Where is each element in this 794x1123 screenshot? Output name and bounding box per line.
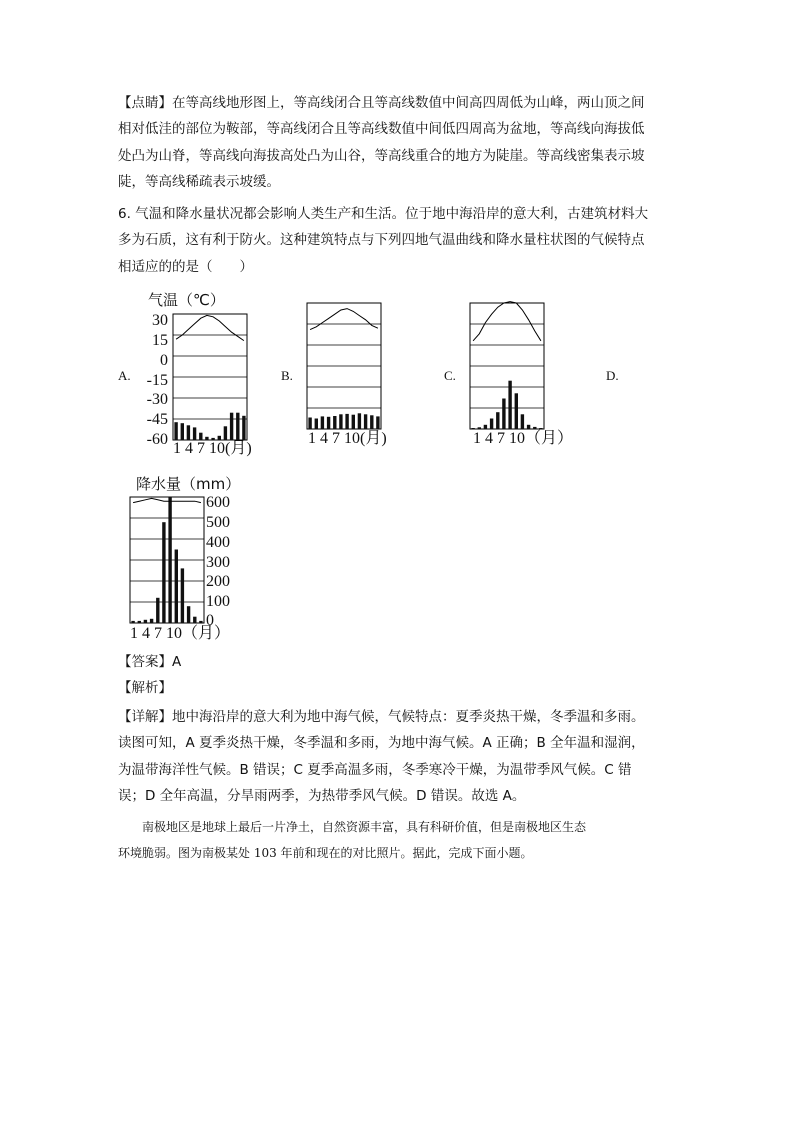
climate-chart-d (130, 497, 204, 623)
precip-bar (327, 417, 330, 429)
precip-bar (131, 621, 134, 623)
precip-bar (521, 414, 524, 429)
month-unit: （月） (525, 430, 574, 447)
next-question-intro (118, 814, 678, 867)
climate-chart-b (307, 303, 381, 429)
temp-tick: -45 (146, 411, 168, 428)
month-unit: （月） (182, 625, 231, 642)
temp-tick: -60 (146, 431, 168, 448)
precip-bar (236, 413, 239, 440)
text-line: 陡，等高线稀疏表示坡缓。 (118, 173, 280, 190)
month-ticks: 1 4 7 10 (173, 440, 225, 457)
precip-bar (339, 414, 342, 429)
precip-bar (364, 414, 367, 429)
temp-tick: 0 (160, 352, 168, 369)
precip-bar (478, 427, 481, 429)
precip-bar (539, 428, 542, 429)
precip-bar (230, 413, 233, 440)
precip-bar (484, 425, 487, 429)
precip-bar (168, 497, 171, 623)
option-d-label: D. (606, 368, 619, 383)
text-line: 误；D 全年高温，分旱雨两季，为热带季风气候。D 错误。故选 A。 (118, 787, 526, 804)
temp-tick: 30 (152, 312, 168, 329)
precip-bar (321, 416, 324, 429)
precip-bar (352, 415, 355, 429)
precip-tick: 200 (206, 573, 230, 590)
precip-bar (345, 414, 348, 429)
precip-bar (358, 413, 361, 429)
precip-tick: 0 (206, 612, 214, 629)
month-axis-label (308, 431, 387, 447)
precip-bar (181, 568, 184, 623)
precip-bar (224, 426, 227, 440)
text-line: 相对低洼的部位为鞍部，等高线闭合且等高线数值中间低四周高为盆地，等高线向海拔低 (118, 121, 645, 138)
option-b-label: B. (281, 368, 293, 383)
temp-tick: -15 (146, 372, 168, 389)
temperature-axis-title: 气温（℃） (148, 291, 225, 309)
climate-chart-c (470, 303, 544, 429)
text-line: 南极地区是地球上最后一片净土，自然资源丰富，具有科研价值，但是南极地区生态 (118, 820, 587, 834)
precip-bar (533, 427, 536, 429)
month-axis-label (473, 431, 573, 447)
precip-bar (199, 621, 202, 623)
question-line: 6. 气温和降水量状况都会影响人类生产和生活。位于地中海沿岸的意大利，古建筑材料大 (118, 206, 649, 222)
question-line: 多为石质，这有利于防火。这种建筑特点与下列四地气温曲线和降水量柱状图的气候特点 (118, 232, 645, 249)
month-unit: (月) (225, 440, 252, 457)
option-a-label: A. (118, 368, 131, 383)
precip-tick: 400 (206, 534, 230, 551)
answer: 【答案】A (118, 654, 182, 670)
text-line: 环境脆弱。图为南极某处 103 年前和现在的对比照片。据此，完成下面小题。 (118, 846, 533, 861)
temp-tick: -30 (146, 391, 168, 408)
precip-bar (490, 419, 493, 430)
month-axis-label (173, 441, 252, 457)
precip-tick: 500 (206, 514, 230, 531)
precip-bar (162, 522, 165, 623)
precip-bar (193, 617, 196, 623)
precip-bar (181, 423, 184, 440)
precip-bar (199, 433, 202, 440)
text-line: 读图可知，A 夏季炎热干燥，冬季温和多雨，为地中海气候。A 正确；B 全年温和湿润， (118, 735, 645, 752)
climate-chart-a (173, 314, 247, 440)
precip-tick: 300 (206, 554, 230, 571)
precip-bar (471, 428, 474, 429)
precip-bar (496, 412, 499, 429)
precip-bar (187, 425, 190, 440)
detail-explanation (118, 704, 678, 809)
precip-bar (370, 415, 373, 429)
precip-bar (515, 393, 518, 429)
answer-line (118, 649, 678, 702)
precipitation-axis-title: 降水量（mm） (136, 475, 241, 493)
precip-bar (218, 436, 221, 440)
precip-bar (376, 416, 379, 429)
option-c-label: C. (444, 368, 456, 383)
temp-tick: 15 (152, 332, 168, 349)
question-line: 相适应的的是（ ） (118, 258, 253, 275)
text-line: 【详解】地中海沿岸的意大利为地中海气候，气候特点：夏季炎热干燥，冬季温和多雨。 (118, 709, 645, 725)
precip-bar (174, 422, 177, 440)
question-6 (118, 201, 678, 280)
month-ticks: 1 4 7 10 (130, 625, 182, 642)
precip-bar (333, 416, 336, 429)
precip-bar (187, 606, 190, 623)
precip-bar (175, 550, 178, 624)
precip-tick: 600 (206, 494, 230, 511)
month-ticks: 1 4 7 10 (473, 430, 525, 447)
month-axis-label (130, 626, 230, 642)
precip-bar (138, 621, 141, 623)
top-explanation (118, 90, 678, 195)
precip-bar (156, 598, 159, 623)
precip-bar (242, 416, 245, 440)
precip-bar (144, 620, 147, 623)
precip-bar (308, 418, 311, 430)
precip-bar (193, 427, 196, 440)
month-unit: (月) (360, 430, 387, 447)
precip-bar (211, 438, 214, 440)
text-line: 为温带海洋性气候。B 错误；C 夏季高温多雨，冬季寒冷干燥，为温带季风气候。C 错 (118, 761, 632, 778)
month-ticks: 1 4 7 10 (308, 430, 360, 447)
precip-bar (502, 399, 505, 429)
precip-bar (205, 437, 208, 440)
text-line: 处凸为山脊，等高线向海拔高处凸为山谷，等高线重合的地方为陡崖。等高线密集表示坡 (118, 147, 645, 164)
text-line: 【点睛】在等高线地形图上，等高线闭合且等高线数值中间高四周低为山峰，两山顶之间 (118, 95, 645, 111)
precip-bar (150, 619, 153, 623)
precip-tick: 100 (206, 593, 230, 610)
precip-bar (315, 419, 318, 430)
analysis-heading: 【解析】 (118, 680, 172, 697)
precip-bar (508, 381, 511, 429)
precip-bar (527, 425, 530, 429)
